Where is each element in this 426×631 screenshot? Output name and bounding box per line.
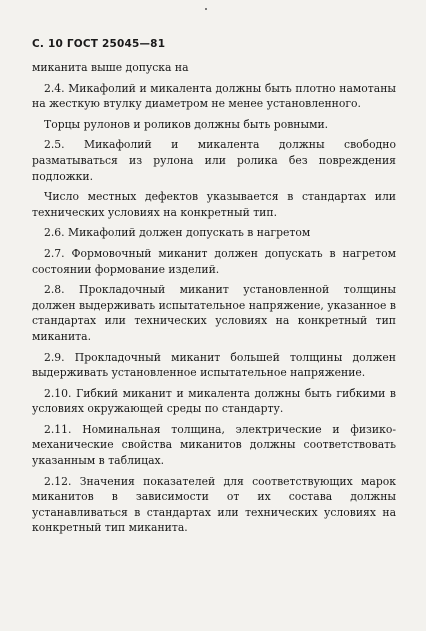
paragraph-2-4: 2.4. Микафолий и микалента должны быть плотно намотаны на жесткую втулку диаметром не менее установленного. bbox=[32, 81, 396, 111]
paragraph-continuation: миканита выше допуска на bbox=[32, 61, 189, 74]
paragraph-roll-ends: Торцы рулонов и роликов должны быть ровными. bbox=[44, 117, 329, 131]
paragraph-local-separations: Число местных дефектов указывается в стандартах или технических условиях на конкретный тип. bbox=[32, 190, 396, 219]
paragraph-2-10: 2.10. Гибкий миканит и микалента должны быть гибкими в условиях окружающей среды по стандарту. bbox=[32, 386, 396, 416]
paragraph-2-12: 2.12. Значения показателей для соответствующих марок миканитов в зависимости от их состава должны устанавливаться в стандартах или технических условиях на конкретный тип миканита. bbox=[32, 474, 396, 535]
scan-speck bbox=[205, 8, 207, 10]
paragraph-2-11: 2.11. Номинальная толщина, электрические и физико-механические свойства миканитов должны соответствовать указанным в таблицах. bbox=[32, 422, 396, 468]
paragraph-2-7: 2.7. Формовочный миканит должен допускать в нагретом состоянии формование изделий. bbox=[32, 246, 396, 276]
paragraph-2-8: 2.8. Прокладочный миканит установленной толщины должен выдерживать испытательное напряжение, указанное в стандартах или технических условиях на конкретный тип миканита. bbox=[32, 283, 396, 343]
page-header: С. 10 ГОСТ 25045—81 bbox=[32, 38, 166, 50]
paragraph-2-6: 2.6. Микафолий должен допускать в нагретом bbox=[44, 226, 311, 240]
paragraph-2-5: 2.5. Микафолий и микалента должны свободно разматываться из рулона или ролика без повреждения подложки. bbox=[32, 138, 396, 183]
paragraph-2-9: 2.9. Прокладочный миканит большей толщины должен выдерживать установленное испытательное напряжение. bbox=[32, 350, 396, 380]
